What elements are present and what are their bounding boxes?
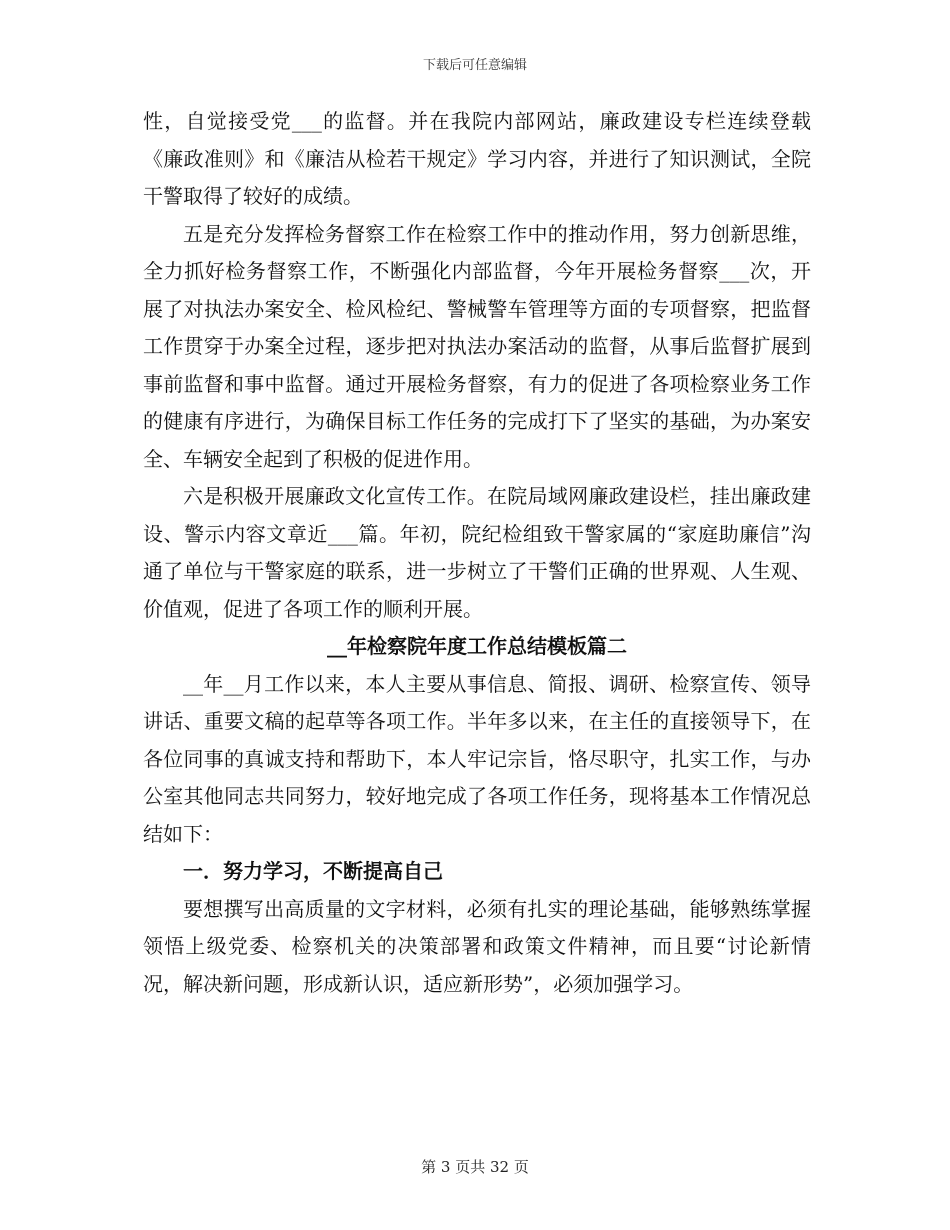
paragraph-intro: __年__月工作以来，本人主要从事信息、简报、调研、检察宣传、领导讲话、重要文稿的起草等各项工作。半年多以来，在主任的直接领导下，在各位同事的真诚支持和帮助下，本人牢记宗旨，恪尽职守，扎实工作，与办公室其他同志共同努力，较好地完成了各项工作任务，现将基本工作情况总结如下： (143, 671, 811, 846)
section-title: __年检察院年度工作总结模板篇二 (327, 634, 627, 658)
paragraph-item-6: 六是积极开展廉政文化宣传工作。在院局域网廉政建设栏，挂出廉政建设、警示内容文章近___篇。年初，院纪检组致干警家属的“家庭助廉信”沟通了单位与干警家庭的联系，进一步树立了干警们正确的世界观、人生观、价值观，促进了各项工作的顺利开展。 (143, 484, 811, 621)
page-header: 下载后可任意编辑 (422, 58, 527, 73)
document-body (143, 103, 811, 1003)
paragraph-item-5: 五是充分发挥检务督察工作在检察工作中的推动作用，努力创新思维，全力抓好检务督察工作，不断强化内部监督，今年开展检务督察___次，开展了对执法办案安全、检风检纪、警械警车管理等方面的专项督察，把监督工作贯穿于办案全过程，逐步把对执法办案活动的监督，从事后监督扩展到事前监督和事中监督。通过开展检务督察，有力的促进了各项检察业务工作的健康有序进行，为确保目标工作任务的完成打下了坚实的基础，为办案安全、车辆安全起到了积极的促进作用。 (143, 221, 811, 471)
paragraph-continuation: 性，自觉接受党___的监督。并在我院内部网站，廉政建设专栏连续登载《廉政准则》和《廉洁从检若干规定》学习内容，并进行了知识测试，全院干警取得了较好的成绩。 (143, 109, 811, 208)
subsection-heading: 一．努力学习，不断提高自己 (183, 859, 443, 883)
page-number: 第 3 页共 32 页 (421, 1158, 529, 1176)
paragraph-study: 要想撰写出高质量的文字材料，必须有扎实的理论基础，能够熟练掌握领悟上级党委、检察机关的决策部署和政策文件精神，而且要“讨论新情况，解决新问题，形成新认识，适应新形势”，必须加强学习。 (143, 896, 811, 996)
